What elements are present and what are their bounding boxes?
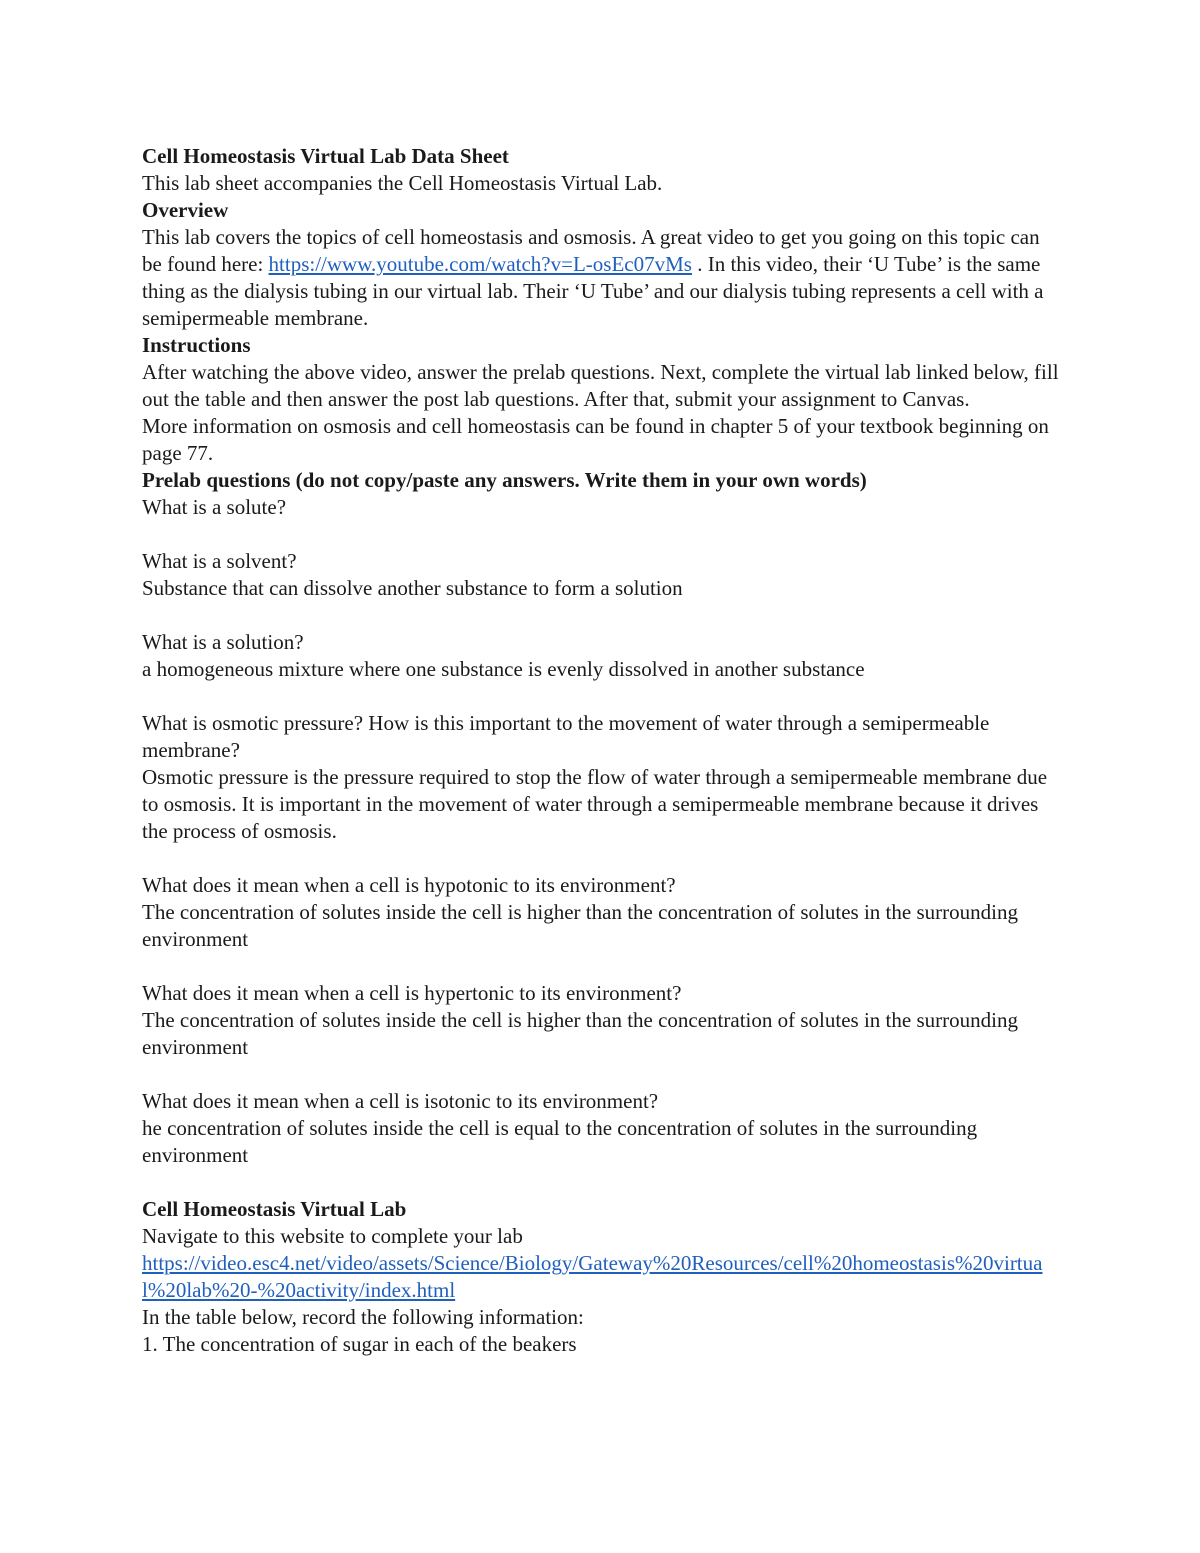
instructions-heading: Instructions	[142, 333, 251, 357]
document-subtitle: This lab sheet accompanies the Cell Homeostasis Virtual Lab.	[142, 171, 663, 195]
lab-link-paragraph	[142, 1250, 1062, 1304]
spacer	[142, 1061, 1062, 1088]
prelab-question-4: What is osmotic pressure? How is this important to the movement of water through a semipermeable membrane?	[142, 711, 990, 762]
overview-text-before-link: This lab covers the topics of cell homeostasis and osmosis. A great video to get you going on this topic can be found here:	[142, 225, 1040, 276]
prelab-answer-7: he concentration of solutes inside the cell is equal to the concentration of solutes in the surrounding environment	[142, 1116, 978, 1167]
prelab-answer-6: The concentration of solutes inside the cell is higher than the concentration of solutes in the surrounding environment	[142, 1008, 1018, 1059]
prelab-answer-5: The concentration of solutes inside the cell is higher than the concentration of solutes in the surrounding environment	[142, 900, 1018, 951]
video-link[interactable]: https://www.youtube.com/watch?v=L-osEc07vMs	[268, 252, 692, 276]
spacer	[142, 1169, 1062, 1196]
prelab-answer-1-blank	[142, 521, 1062, 548]
instructions-paragraph-1: After watching the above video, answer the prelab questions. Next, complete the virtual lab linked below, fill out the table and then answer the post lab questions. After that, submit your assignment to Canvas.	[142, 360, 1059, 411]
prelab-question-7: What does it mean when a cell is isotonic to its environment?	[142, 1089, 659, 1113]
instruction-item-1: 1. The concentration of sugar in each of the beakers	[142, 1332, 577, 1356]
prelab-question-2: What is a solvent?	[142, 549, 297, 573]
lab-heading: Cell Homeostasis Virtual Lab	[142, 1197, 407, 1221]
prelab-answer-4: Osmotic pressure is the pressure required to stop the flow of water through a semipermeable membrane due to osmosis. It is important in the movement of water through a semipermeable membrane because it drives the process of osmosis.	[142, 765, 1048, 843]
overview-paragraph	[142, 224, 1062, 332]
prelab-question-5: What does it mean when a cell is hypotonic to its environment?	[142, 873, 676, 897]
prelab-answer-3: a homogeneous mixture where one substance is evenly dissolved in another substance	[142, 657, 865, 681]
spacer	[142, 845, 1062, 872]
overview-text-after-link: . In this video, their ‘U Tube’ is the same thing as the dialysis tubing in our virtual lab. Their ‘U Tube’ and our dialysis tubing represents a cell with a semipermeable membrane.	[142, 252, 1044, 330]
spacer	[142, 602, 1062, 629]
table-intro: In the table below, record the following information:	[142, 1305, 584, 1329]
prelab-answer-2: Substance that can dissolve another substance to form a solution	[142, 576, 683, 600]
prelab-heading: Prelab questions (do not copy/paste any answers. Write them in your own words)	[142, 468, 867, 492]
document-page	[142, 143, 1062, 1358]
overview-heading: Overview	[142, 198, 229, 222]
spacer	[142, 683, 1062, 710]
document-title: Cell Homeostasis Virtual Lab Data Sheet	[142, 144, 509, 168]
lab-navigate-text: Navigate to this website to complete your lab	[142, 1224, 523, 1248]
prelab-question-1: What is a solute?	[142, 495, 287, 519]
lab-link[interactable]: https://video.esc4.net/video/assets/Science/Biology/Gateway%20Resources/cell%20homeostasis%20virtual%20lab%20-%20activity/index.html	[142, 1251, 1043, 1302]
prelab-question-6: What does it mean when a cell is hypertonic to its environment?	[142, 981, 682, 1005]
spacer	[142, 953, 1062, 980]
instructions-paragraph-2: More information on osmosis and cell homeostasis can be found in chapter 5 of your textbook beginning on page 77.	[142, 414, 1049, 465]
prelab-question-3: What is a solution?	[142, 630, 304, 654]
